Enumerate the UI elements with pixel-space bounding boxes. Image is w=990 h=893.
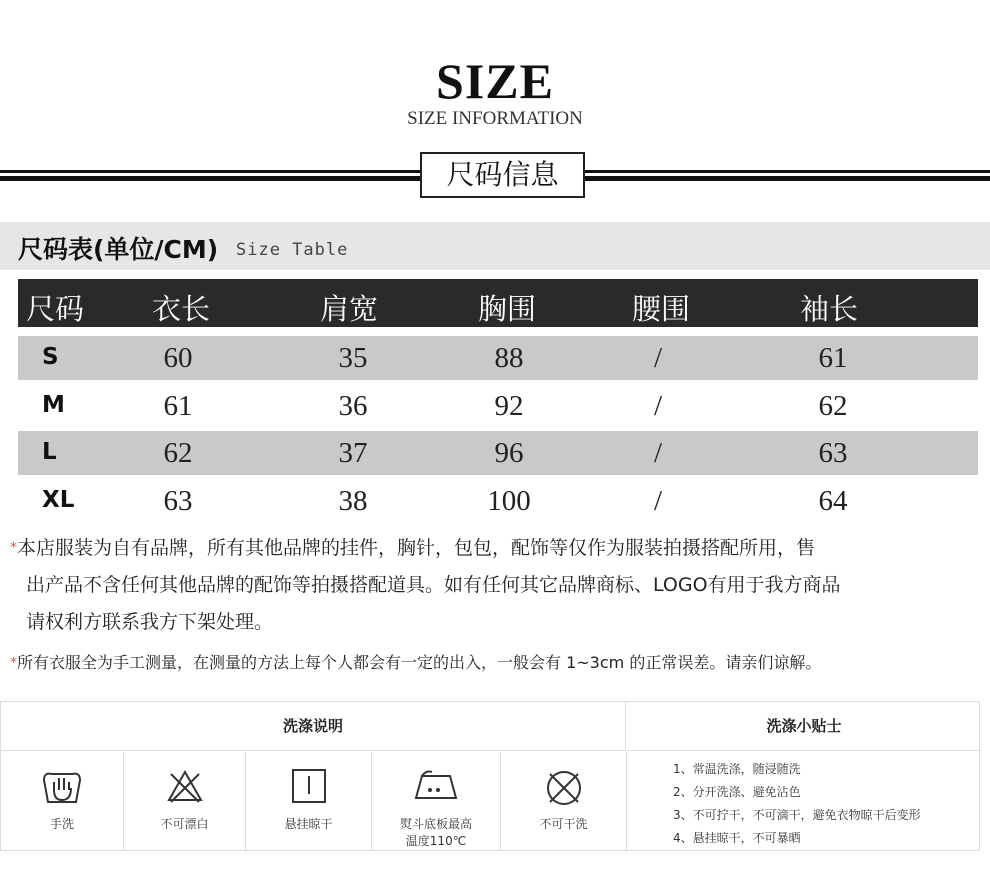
care-item-hand-wash	[1, 752, 124, 851]
care-tip: 2、分开洗涤、避免沾色	[673, 785, 801, 799]
length-cell: 62	[163, 437, 193, 469]
column-header-length: 衣长	[152, 292, 211, 326]
shoulder-cell: 38	[338, 485, 368, 517]
sleeve-cell: 62	[818, 390, 848, 422]
measurement-note-text: 所有衣服全为手工测量，在测量的方法上每个人都会有一定的出入，一般会有 1~3cm 的正常误差。请亲们谅解。	[17, 653, 822, 672]
care-tip: 1、常温洗涤，随浸随洗	[673, 762, 801, 776]
care-label: 手洗	[49, 817, 74, 831]
sleeve-cell: 64	[818, 485, 848, 517]
chest-cell: 96	[494, 437, 524, 469]
waist-cell: /	[653, 390, 663, 422]
size-subtitle: SIZE INFORMATION	[407, 108, 583, 129]
sleeve-cell: 61	[818, 342, 848, 374]
disclaimer-line-2: 出产品不含任何其他品牌的配饰等拍摄搭配道具。如有任何其它品牌商标、LOGO有用于我方商品	[26, 574, 841, 596]
length-cell: 60	[163, 342, 193, 374]
care-item-no-dry-clean	[501, 752, 627, 851]
shoulder-cell: 35	[338, 342, 368, 374]
table-row	[18, 431, 978, 475]
column-header-sleeve: 袖长	[800, 292, 859, 326]
care-label: 悬挂晾干	[284, 817, 333, 831]
care-tips-title: 洗涤小贴士	[627, 702, 981, 751]
size-cell: M	[42, 392, 65, 418]
size-table-header	[18, 279, 978, 327]
hand-wash-icon	[40, 768, 84, 808]
size-cell: XL	[42, 487, 75, 513]
measurement-note	[10, 644, 990, 682]
disclaimer-line-1: 本店服装为自有品牌，所有其他品牌的挂件，胸针，包包，配饰等仅作为服装拍摄搭配所用，售	[17, 537, 816, 559]
table-row	[18, 384, 978, 428]
size-table-title-cn: 尺码表(单位/CM)	[18, 235, 219, 264]
column-header-size: 尺码	[26, 292, 85, 326]
care-tip: 4、悬挂晾干，不可暴晒	[673, 831, 801, 845]
care-label: 不可漂白	[160, 817, 209, 831]
chest-cell: 100	[487, 485, 531, 517]
care-item-iron	[372, 752, 501, 851]
chest-cell: 88	[494, 342, 524, 374]
sleeve-cell: 63	[818, 437, 848, 469]
shoulder-cell: 37	[338, 437, 368, 469]
column-header-chest: 胸围	[478, 292, 537, 326]
length-cell: 63	[163, 485, 193, 517]
brand-disclaimer	[10, 530, 990, 641]
care-tips-list	[627, 752, 981, 851]
star-marker: *	[10, 655, 17, 671]
care-tip: 3、不可拧干，不可滴干，避免衣物晾干后变形	[673, 808, 921, 822]
section-label: 尺码信息	[420, 152, 585, 198]
care-label: 熨斗底板最高 温度110℃	[399, 817, 472, 848]
star-marker: *	[10, 540, 17, 556]
no-bleach-icon	[165, 768, 205, 804]
care-instructions-title: 洗涤说明	[1, 702, 626, 751]
no-dry-clean-icon	[544, 768, 584, 808]
waist-cell: /	[653, 485, 663, 517]
size-cell: S	[42, 344, 59, 370]
care-instructions-panel	[0, 701, 980, 851]
length-cell: 61	[163, 390, 193, 422]
table-row	[18, 336, 978, 380]
waist-cell: /	[653, 342, 663, 374]
size-table-title-en: Size Table	[236, 240, 349, 260]
column-header-waist: 腰围	[632, 292, 691, 326]
disclaimer-line-3: 请权利方联系我方下架处理。	[26, 611, 274, 633]
size-table-heading	[0, 222, 990, 270]
waist-cell: /	[653, 437, 663, 469]
hang-dry-icon	[289, 768, 329, 806]
column-header-shoulder: 肩宽	[320, 292, 379, 326]
care-item-no-bleach	[124, 752, 246, 851]
chest-cell: 92	[494, 390, 524, 422]
iron-icon	[412, 768, 460, 804]
shoulder-cell: 36	[338, 390, 368, 422]
size-title: SIZE	[436, 53, 554, 109]
size-cell: L	[42, 439, 57, 465]
care-item-hang-dry	[246, 752, 372, 851]
table-row	[18, 479, 978, 523]
care-label: 不可干洗	[539, 817, 588, 831]
